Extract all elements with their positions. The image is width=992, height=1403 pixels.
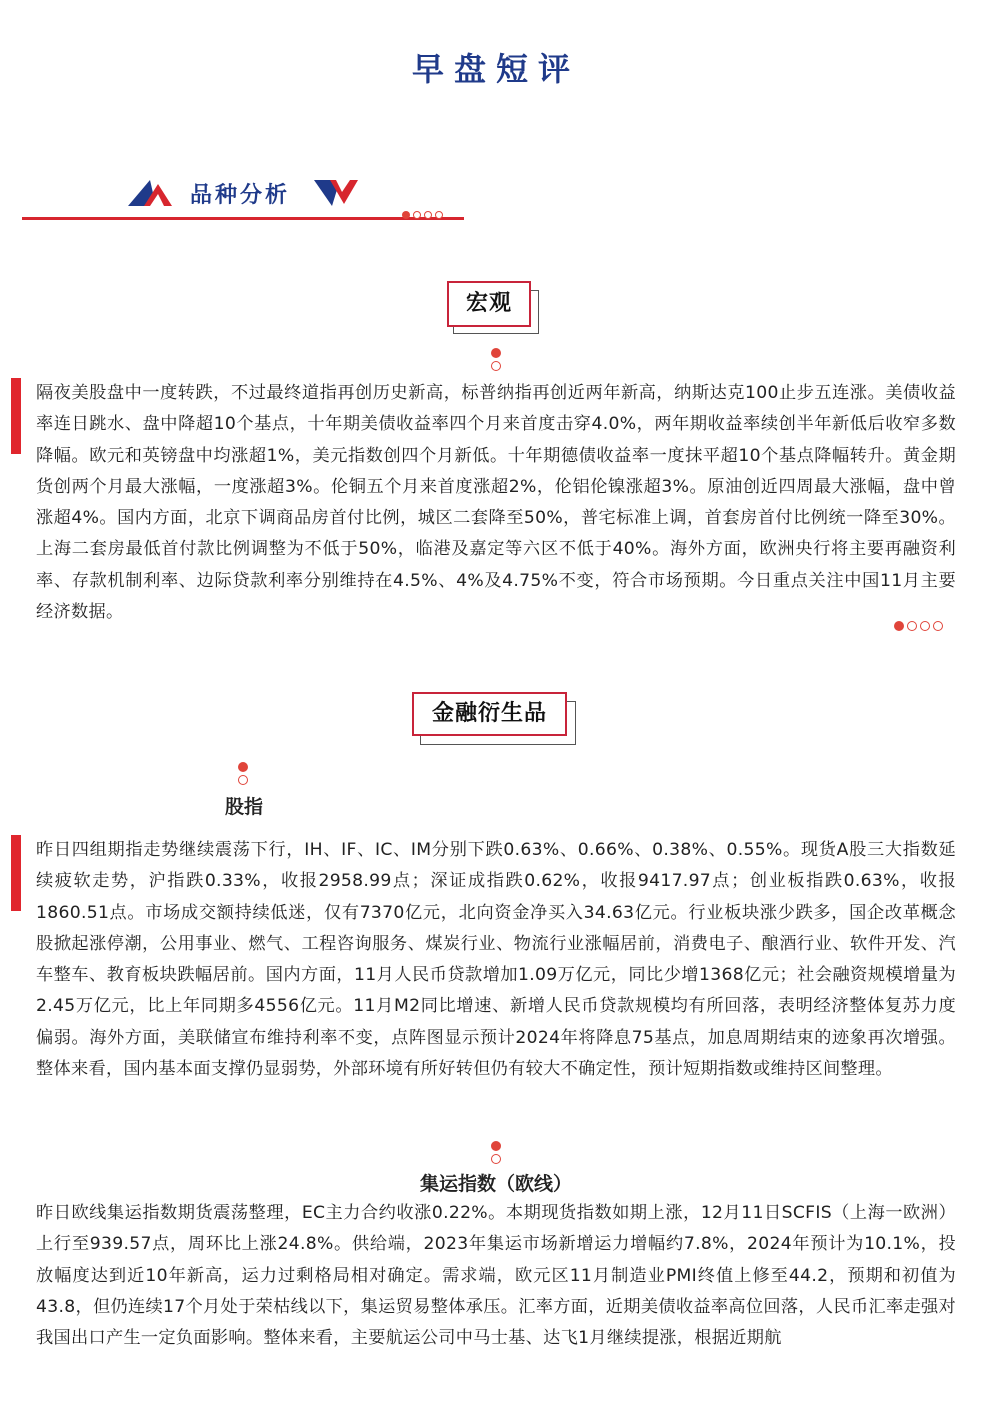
index-dots	[238, 762, 248, 785]
section-banner	[128, 176, 368, 210]
macro-dots	[491, 348, 501, 371]
right-triangle-icon	[314, 180, 360, 206]
derivatives-box-label: 金融衍生品	[412, 692, 567, 736]
section-divider	[22, 217, 464, 220]
paragraph-marker	[11, 835, 21, 911]
macro-text: 隔夜美股盘中一度转跌，不过最终道指再创历史新高，标普纳指再创近两年新高，纳斯达克100止步五连涨。美债收益率连日跳水、盘中降超10个基点，十年期美债收益率四个月来首度击穿4.0%，两年期收益率续创半年新低后收窄多数降幅。欧元和英镑盘中均涨超1%，美元指数创四个月新低。十年期德债收益率一度抹平超10个基点降幅转升。黄金期货创两个月最大涨幅，一度涨超3%。伦铜五个月来首度涨超2%，伦铝伦镍涨超3%。原油创近四周最大涨幅，盘中曾涨超4%。国内方面，北京下调商品房首付比例，城区二套降至50%，普宅标准上调，首套房首付比例统一降至30%。上海二套房最低首付款比例调整为不低于50%，临港及嘉定等六区不低于40%。海外方面，欧洲央行将主要再融资利率、存款机制利率、边际贷款利率分别维持在4.5%、4%及4.75%不变，符合市场预期。今日重点关注中国11月主要经济数据。	[36, 383, 956, 623]
dot-icon	[907, 621, 917, 631]
shipping-text: 昨日欧线集运指数期货震荡整理，EC主力合约收涨0.22%。本期现货指数如期上涨，12月11日SCFIS（上海一欧洲）上行至939.57点，周环比上涨24.8%。供给端，2023年集运市场新增运力增幅约7.8%，2024年预计为10.1%，投放幅度达到近10年新高，运力过剩格局相对确定。需求端，欧元区11月制造业PMI终值上修至44.2，预期和初值为43.8，但仍连续17个月处于荣枯线以下，集运贸易整体承压。汇率方面，近期美债收益率高位回落，人民币汇率走强对我国出口产生一定负面影响。整体来看，主要航运公司中马士基、达飞1月继续提涨，根据近期航	[36, 1203, 956, 1349]
dot-icon	[491, 361, 501, 371]
section-label: 品种分析	[190, 183, 291, 208]
dot-icon	[491, 1154, 501, 1164]
dot-icon	[933, 621, 943, 631]
dot-icon	[491, 1141, 501, 1151]
divider-dots	[402, 211, 443, 219]
shipping-dots	[491, 1141, 501, 1164]
left-triangle-icon	[128, 180, 174, 206]
dot-icon	[413, 211, 421, 219]
page-title: 早盘短评	[411, 50, 580, 88]
end-dots	[894, 621, 943, 631]
dot-icon	[402, 211, 410, 219]
shipping-title: 集运指数（欧线）	[419, 1173, 572, 1195]
dot-icon	[238, 762, 248, 772]
macro-box-label: 宏观	[447, 281, 531, 327]
dot-icon	[894, 621, 904, 631]
dot-icon	[435, 211, 443, 219]
dot-icon	[424, 211, 432, 219]
dot-icon	[920, 621, 930, 631]
paragraph-marker	[11, 378, 21, 454]
macro-box	[447, 281, 541, 337]
dot-icon	[238, 775, 248, 785]
index-text: 昨日四组期指走势继续震荡下行，IH、IF、IC、IM分别下跌0.63%、0.66%、0.38%、0.55%。现货A股三大指数延续疲软走势，沪指跌0.33%，收报2958.99点；深证成指跌0.62%，收报9417.97点；创业板指跌0.63%，收报1860.51点。市场成交额持续低迷，仅有7370亿元，北向资金净买入34.63亿元。行业板块涨少跌多，国企改革概念股掀起涨停潮，公用事业、燃气、工程咨询服务、煤炭行业、物流行业涨幅居前，消费电子、酿酒行业、软件开发、汽车整车、教育板块跌幅居前。国内方面，11月人民币贷款增加1.09万亿元，同比少增1368亿元；社会融资规模增量为2.45万亿元，比上年同期多4556亿元。11月M2同比增速、新增人民币贷款规模均有所回落，表明经济整体复苏力度偏弱。海外方面，美联储宣布维持利率不变，点阵图显示预计2024年将降息75基点，加息周期结束的迹象再次增强。整体来看，国内基本面支撑仍显弱势，外部环境有所好转但仍有较大不确定性，预计短期指数或维持区间整理。	[36, 840, 956, 1080]
index-title: 股指	[224, 796, 263, 818]
derivatives-box	[412, 692, 576, 746]
dot-icon	[491, 348, 501, 358]
